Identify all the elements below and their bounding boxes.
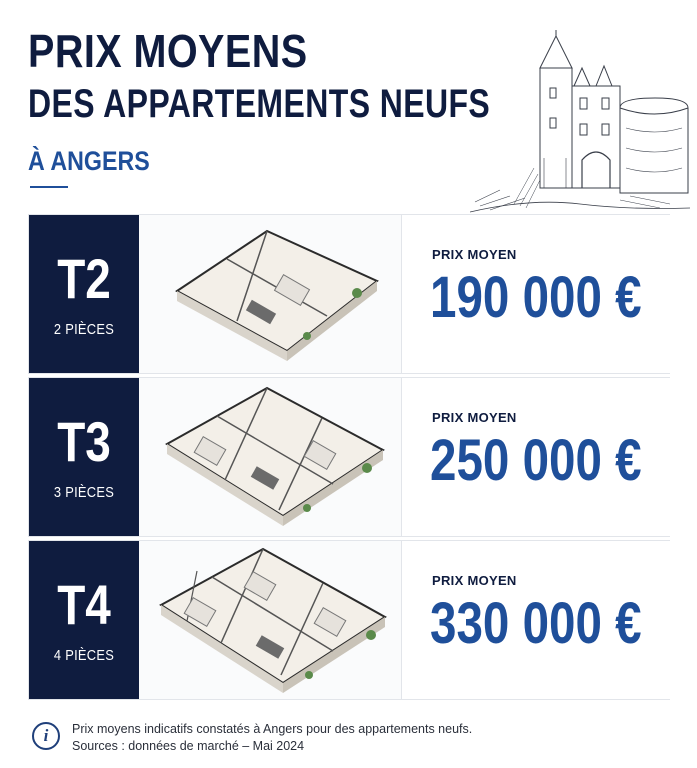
- apartment-plan-t2-icon: [157, 221, 387, 369]
- castle-sketch-icon: [470, 28, 690, 216]
- title-line-1: PRIX MOYENS: [28, 25, 308, 77]
- rooms-count: 3 PIÈCES: [53, 484, 115, 501]
- price-value: 250 000 €: [430, 428, 642, 493]
- type-badge: [29, 541, 139, 699]
- rooms-count: 2 PIÈCES: [53, 321, 115, 338]
- price-value: 190 000 €: [430, 265, 642, 330]
- type-badge: [29, 215, 139, 373]
- subtitle-underline: [30, 186, 68, 188]
- price-label: PRIX MOYEN: [432, 573, 517, 588]
- apartment-plan-t4-icon: [157, 547, 387, 695]
- footer-line-1: Prix moyens indicatifs constatés à Angers pour des appartements neufs.: [72, 722, 473, 736]
- rooms-count: 4 PIÈCES: [53, 647, 115, 664]
- apartment-row-t4: [28, 540, 670, 700]
- apartment-row-t3: [28, 377, 670, 537]
- price-label: PRIX MOYEN: [432, 410, 517, 425]
- price-box: [401, 378, 671, 536]
- type-badge: [29, 378, 139, 536]
- footer-text: [72, 721, 472, 755]
- price-box: [401, 215, 671, 373]
- footer-note: [28, 718, 668, 758]
- price-label: PRIX MOYEN: [432, 247, 517, 262]
- info-icon: i: [32, 722, 60, 750]
- title-line-2: DES APPARTEMENTS NEUFS: [28, 82, 491, 126]
- page-subtitle: À ANGERS: [28, 146, 150, 176]
- apartment-row-t2: [28, 214, 670, 374]
- type-code: T3: [57, 410, 111, 473]
- type-code: T2: [57, 247, 111, 310]
- type-code: T4: [57, 573, 111, 636]
- apartment-plan-t3-icon: [157, 384, 387, 532]
- price-value: 330 000 €: [430, 591, 642, 656]
- price-box: [401, 541, 671, 699]
- footer-line-2: Sources : données de marché – Mai 2024: [72, 739, 305, 753]
